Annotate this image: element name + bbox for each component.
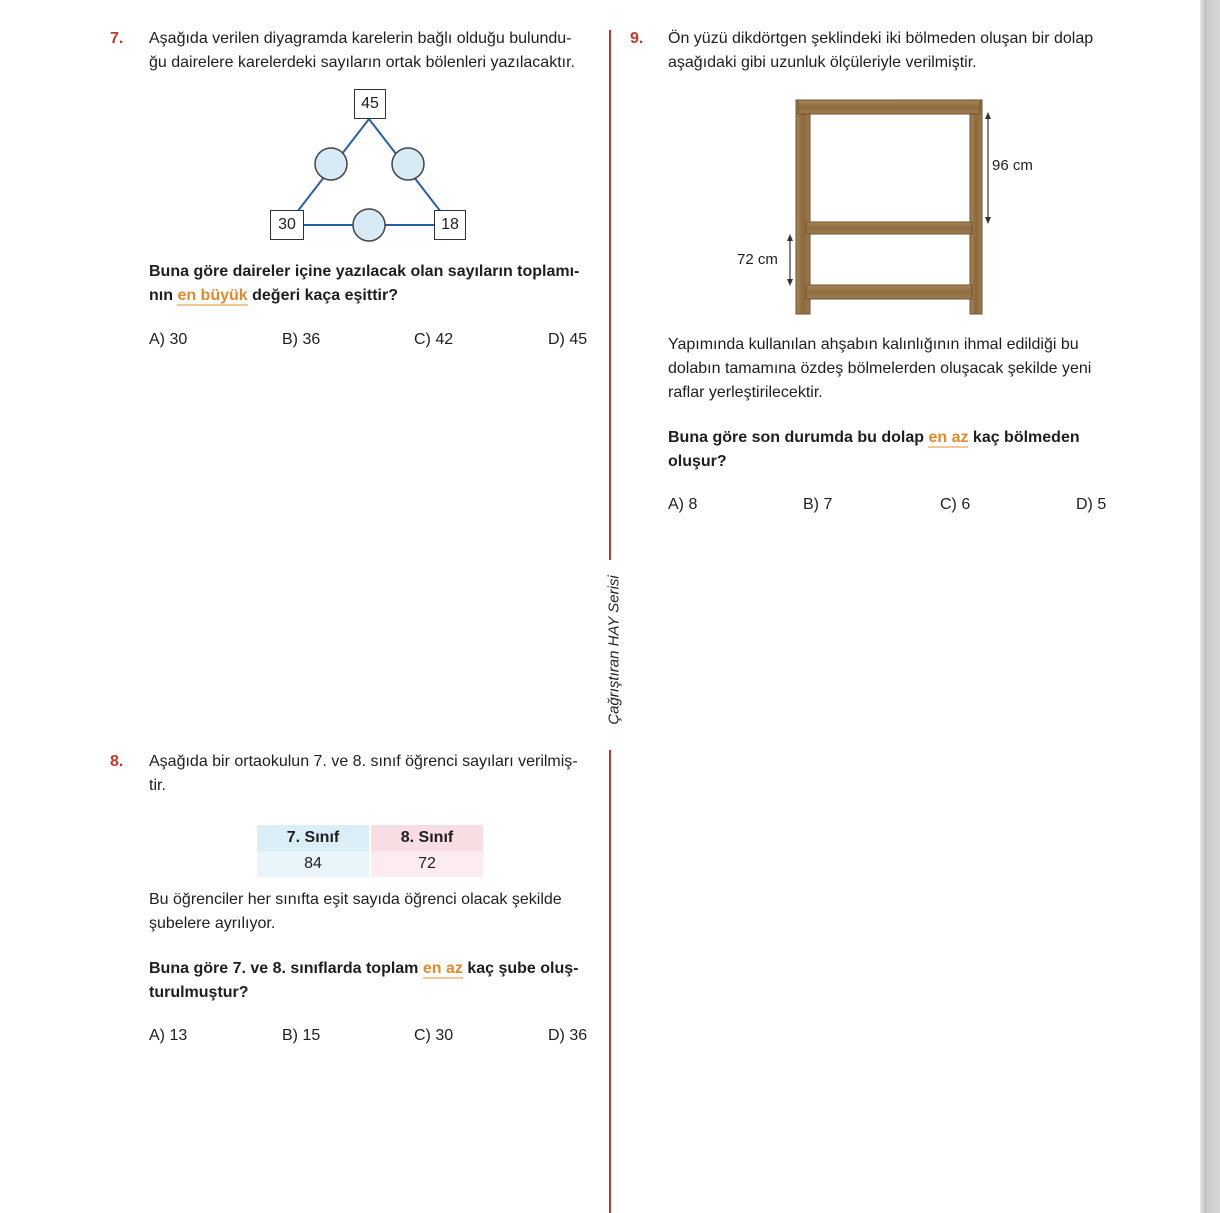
question-7-number: 7. (110, 30, 124, 47)
question-9-info-line1: Yapımında kullanılan ahşabın kalınlığının ihmal edildiği bu (668, 336, 1079, 353)
square-top: 45 (354, 89, 386, 119)
cabinet-right-post (970, 100, 982, 314)
dimension-upper-arrow-bottom (985, 217, 991, 224)
dimension-lower-arrow-bottom (787, 279, 793, 286)
circle-left (315, 148, 347, 180)
square-left: 30 (270, 210, 304, 240)
question-8-prompt-line2: turulmuştur? (149, 984, 249, 1001)
question-8-text-line2: tir. (149, 777, 166, 794)
question-9-option-c[interactable]: C) 6 (940, 496, 971, 513)
table-header-8: 8. Sınıf (371, 825, 483, 851)
dimension-upper-label: 96 cm (992, 157, 1033, 174)
question-8-number: 8. (110, 753, 124, 770)
table-cell-7: 84 (257, 851, 369, 877)
question-8-prompt (149, 957, 599, 1005)
question-7-text-line2: ğu dairelere karelerdeki sayıların ortak bölenleri yazılacaktır. (149, 54, 575, 71)
question-9-prompt (668, 426, 1118, 474)
page-edge-line (1205, 0, 1206, 1213)
dimension-upper-arrow-top (985, 112, 991, 119)
question-9-highlight: en az (928, 429, 969, 446)
table-header-7: 7. Sınıf (257, 825, 369, 851)
series-label: Çağrıştıran HAY Serisi (605, 575, 623, 725)
question-7-option-b[interactable]: B) 36 (282, 331, 321, 348)
question-9-number: 9. (630, 30, 644, 47)
question-9-prompt-pre: Buna göre son durumda bu dolap (668, 429, 929, 446)
question-7-option-d[interactable]: D) 45 (548, 331, 588, 348)
table-cell-8: 72 (371, 851, 483, 877)
question-7-highlight: en büyük (177, 287, 248, 304)
dimension-lower-label: 72 cm (737, 251, 778, 268)
question-8-prompt-post: kaç şube oluş- (462, 960, 579, 977)
question-8-info-line1: Bu öğrenciler her sınıfta eşit sayıda öğrenci olacak şekilde (149, 891, 562, 908)
question-8-text (149, 750, 599, 798)
cabinet-left-post (796, 100, 810, 314)
cabinet-bottom-board (806, 285, 972, 299)
question-8-option-c[interactable]: C) 30 (414, 1027, 454, 1044)
question-9-info-line2: dolabın tamamına özdeş bölmelerden oluşacak şekilde yeni (668, 360, 1092, 377)
question-7-text-line1: Aşağıda verilen diyagramda karelerin bağlı olduğu bulundu- (149, 30, 572, 47)
question-7-prompt-post: değeri kaça eşittir? (247, 287, 398, 304)
question-8-info-line2: şubelere ayrılıyor. (149, 915, 276, 932)
question-8-prompt-pre: Buna göre 7. ve 8. sınıflarda toplam (149, 960, 423, 977)
question-9-info-line3: raflar yerleştirilecektir. (668, 384, 823, 401)
question-7-option-c[interactable]: C) 42 (414, 331, 454, 348)
student-count-table (255, 825, 485, 877)
question-7-prompt-pre: nın (149, 287, 178, 304)
circle-right (392, 148, 424, 180)
question-8-info (149, 888, 599, 936)
page-edge (1200, 0, 1220, 1213)
question-8-option-a[interactable]: A) 13 (149, 1027, 188, 1044)
question-9-option-a[interactable]: A) 8 (668, 496, 698, 513)
circle-bottom (353, 209, 385, 241)
question-9-text-line1: Ön yüzü dikdörtgen şeklindeki iki bölmeden oluşan bir dolap (668, 30, 1094, 47)
cabinet-top-board (798, 100, 980, 114)
table-row (257, 851, 483, 877)
question-8-highlight: en az (422, 960, 463, 977)
column-divider-bottom (609, 750, 611, 1213)
cabinet-lower-compartment (810, 234, 970, 285)
question-9-text (668, 27, 1118, 75)
question-9-prompt-post: kaç bölmeden (968, 429, 1080, 446)
question-8-option-b[interactable]: B) 15 (282, 1027, 321, 1044)
question-9-text-line2: aşağıdaki gibi uzunluk ölçüleriyle verilmiştir. (668, 54, 977, 71)
question-9-info (668, 333, 1118, 405)
triangle-diagram-lines (0, 0, 620, 260)
question-9-option-b[interactable]: B) 7 (803, 496, 833, 513)
question-7-prompt-line1: Buna göre daireler içine yazılacak olan sayıların toplamı- (149, 263, 580, 280)
question-8-text-line1: Aşağıda bir ortaokulun 7. ve 8. sınıf öğrenci sayıları verilmiş- (149, 753, 578, 770)
table-header-row (257, 825, 483, 851)
question-9-option-d[interactable]: D) 5 (1076, 496, 1107, 513)
question-7-prompt (149, 260, 599, 308)
question-8-option-d[interactable]: D) 36 (548, 1027, 588, 1044)
question-9-prompt-line2: oluşur? (668, 453, 727, 470)
cabinet-diagram (720, 95, 1060, 320)
cabinet-upper-compartment (810, 114, 970, 222)
question-7-option-a[interactable]: A) 30 (149, 331, 188, 348)
dimension-lower-arrow-top (787, 234, 793, 241)
square-right: 18 (434, 210, 466, 240)
cabinet-middle-shelf (806, 222, 972, 234)
